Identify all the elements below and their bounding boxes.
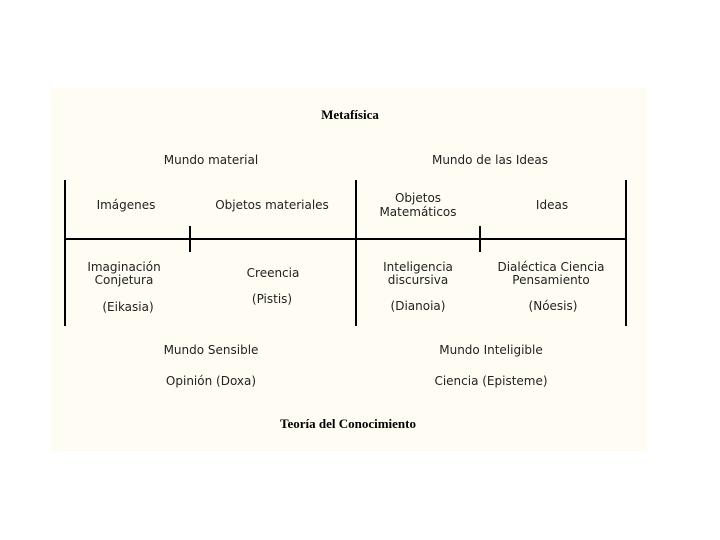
domain-intelligible: Mundo Inteligible	[439, 343, 543, 357]
right-tick-line	[479, 226, 481, 252]
knowledge-eikasia: (Eikasia)	[102, 300, 154, 314]
knowledge-noesis: (Nóesis)	[528, 299, 578, 313]
objects-images: Imágenes	[96, 198, 156, 212]
objects-math-line2: Matemáticos	[379, 205, 457, 219]
objects-material: Objetos materiales	[215, 198, 329, 212]
knowledge-intelligence-line2: discursiva	[387, 273, 449, 287]
knowledge-dianoia: (Dianoia)	[390, 299, 446, 313]
right-border-line	[625, 180, 627, 326]
objects-ideas: Ideas	[535, 198, 569, 212]
objects-math-line1: Objetos	[394, 191, 442, 205]
title-teoria-conocimiento: Teoría del Conocimiento	[279, 416, 416, 431]
knowledge-belief: Creencia	[246, 266, 300, 280]
knowledge-dialectic-line2: Pensamiento	[512, 273, 590, 287]
knowledge-imagination-line2: Conjetura	[94, 273, 154, 287]
knowledge-pistis: (Pistis)	[251, 292, 293, 306]
domain-sensible: Mundo Sensible	[163, 343, 259, 357]
horizontal-divider-line	[64, 238, 627, 240]
center-divider-line	[355, 180, 357, 326]
kind-science: Ciencia (Episteme)	[434, 374, 548, 388]
left-border-line	[64, 180, 66, 326]
world-material-label: Mundo material	[163, 153, 259, 167]
knowledge-imagination-line1: Imaginación	[87, 260, 161, 274]
title-metafisica: Metafísica	[321, 107, 379, 122]
knowledge-dialectic-line1: Dialéctica Ciencia	[497, 260, 605, 274]
knowledge-intelligence-line1: Inteligencia	[383, 260, 453, 274]
left-tick-line	[189, 226, 191, 252]
world-ideas-label: Mundo de las Ideas	[431, 153, 549, 167]
kind-opinion: Opinión (Doxa)	[165, 374, 257, 388]
